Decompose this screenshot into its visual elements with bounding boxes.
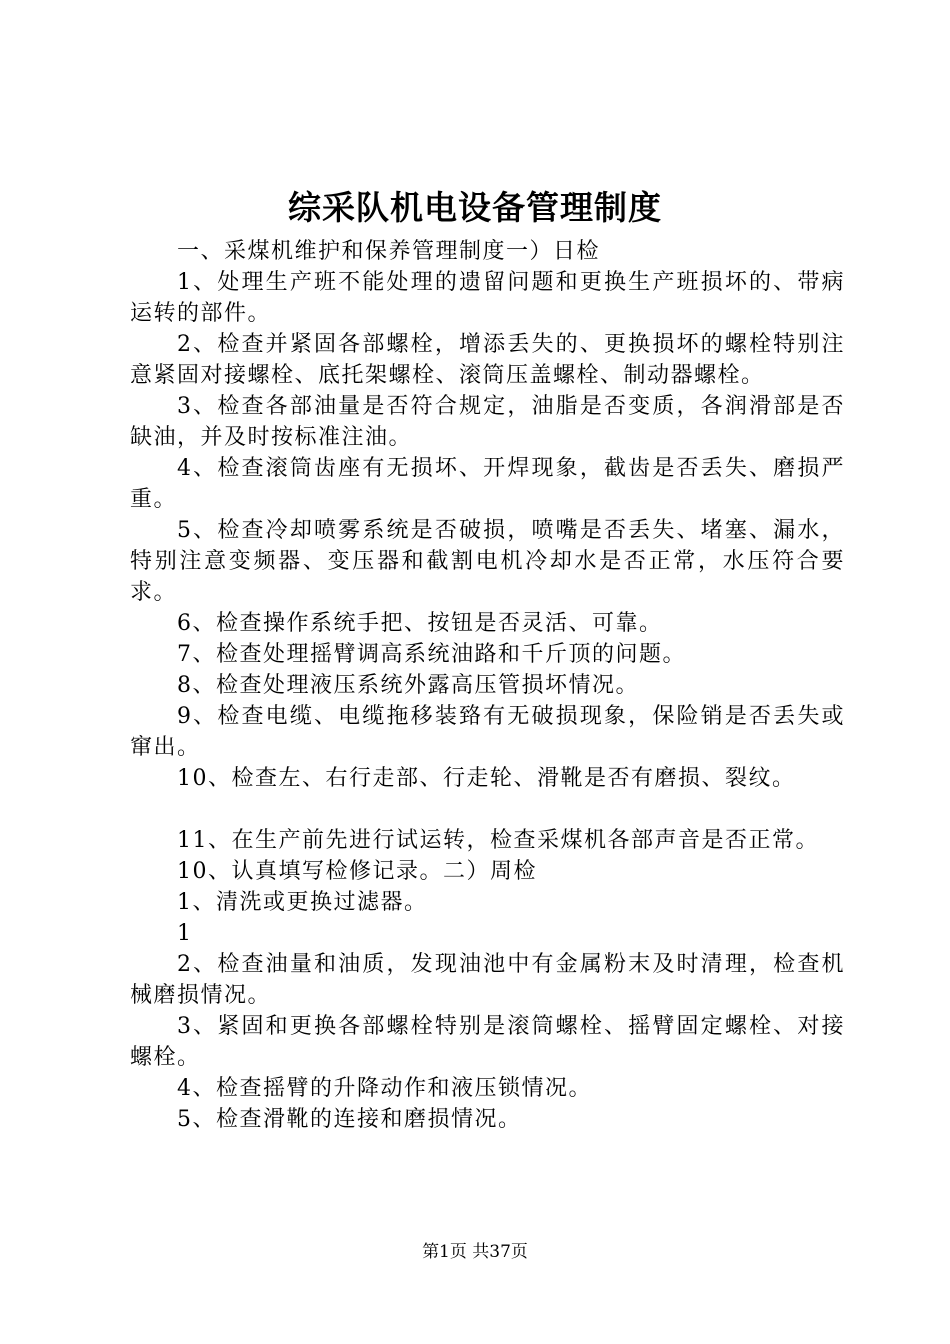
paragraph-item: 10、检查左、右行走部、行走轮、滑靴是否有磨损、裂纹。 <box>177 766 796 791</box>
paragraph-item: 6、检查操作系统手把、按钮是否灵活、可靠。 <box>177 611 663 636</box>
paragraph-stray-number: 1 <box>177 921 193 946</box>
paragraph-item: 4、检查摇臂的升降动作和液压锁情况。 <box>177 1076 592 1101</box>
page-footer: 第1页 共37页 <box>422 1242 528 1262</box>
paragraph-section-heading: 一、采煤机维护和保养管理制度一）日检 <box>177 239 601 264</box>
paragraph-item: 5、检查冷却喷雾系统是否破损，喷嘴是否丢失、堵塞、漏水，特别注意变频器、变压器和截割电机冷却水是否正常，水压符合要求。 <box>130 518 845 605</box>
paragraph-item: 5、检查滑靴的连接和磨损情况。 <box>177 1107 522 1132</box>
document-title: 综采队机电设备管理制度 <box>288 188 662 227</box>
paragraph-item: 3、紧固和更换各部螺栓特别是滚筒螺栓、摇臂固定螺栓、对接螺栓。 <box>130 1014 845 1070</box>
paragraph-item: 4、检查滚筒齿座有无损坏、开焊现象，截齿是否丢失、磨损严重。 <box>130 456 845 512</box>
paragraph-item: 2、检查并紧固各部螺栓，增添丢失的、更换损坏的螺栓特别注意紧固对接螺栓、底托架螺栓、滚筒压盖螺栓、制动器螺栓。 <box>130 332 845 388</box>
paragraph-item: 1、处理生产班不能处理的遗留问题和更换生产班损坏的、带病运转的部件。 <box>130 270 845 326</box>
paragraph-item: 9、检查电缆、电缆拖移装臵有无破损现象，保险销是否丢失或窜出。 <box>130 704 845 760</box>
paragraph-item: 2、检查油量和油质，发现油池中有金属粉末及时清理，检查机械磨损情况。 <box>130 952 845 1008</box>
paragraph-section-heading: 10、认真填写检修记录。二）周检 <box>177 859 537 884</box>
document-body <box>130 236 845 1135</box>
paragraph-item: 3、检查各部油量是否符合规定，油脂是否变质，各润滑部是否缺油，并及时按标准注油。 <box>130 394 845 450</box>
paragraph-item: 7、检查处理摇臂调高系统油路和千斤顶的问题。 <box>177 642 686 667</box>
paragraph-spacer <box>130 794 845 825</box>
paragraph-item: 8、检查处理液压系统外露高压管损坏情况。 <box>177 673 639 698</box>
paragraph-item: 1、清洗或更换过滤器。 <box>177 890 428 915</box>
paragraph-item: 11、在生产前先进行试运转，检查采煤机各部声音是否正常。 <box>177 828 819 853</box>
